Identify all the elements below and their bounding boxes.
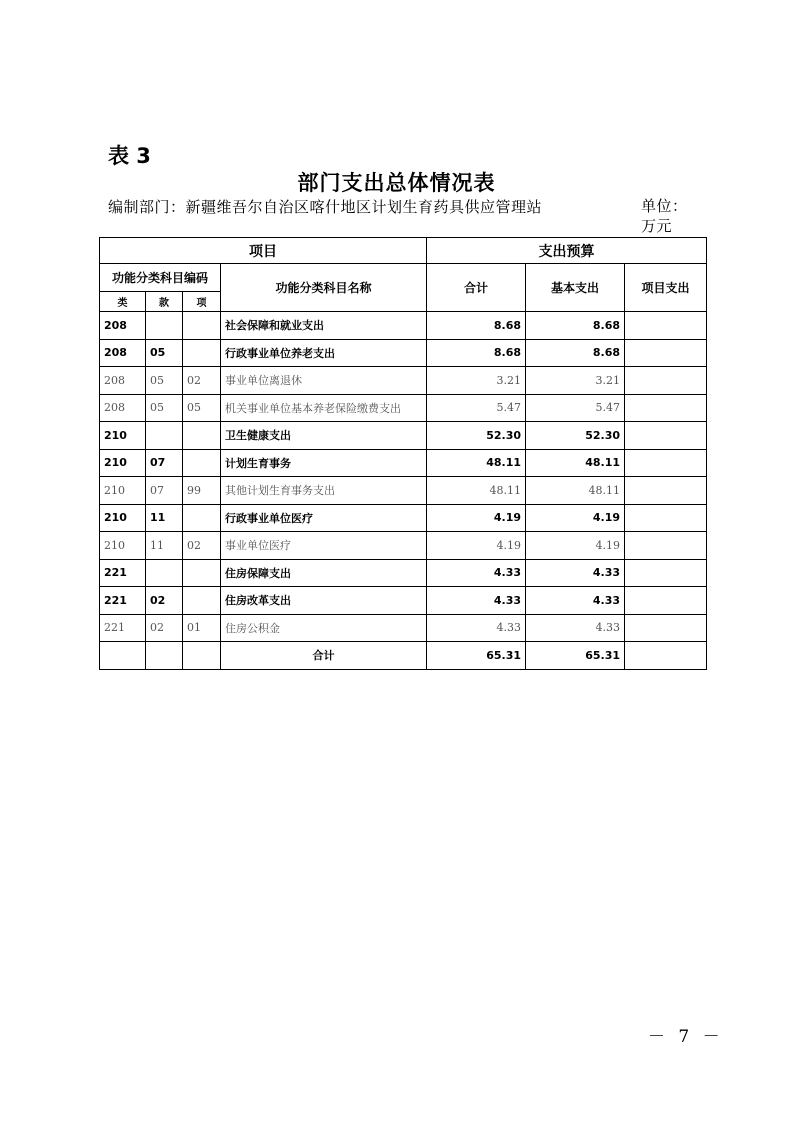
table-row <box>100 614 707 642</box>
cell-name: 计划生育事务 <box>221 449 427 477</box>
table-row <box>100 339 707 367</box>
cell-item <box>625 422 707 450</box>
table-row <box>100 587 707 615</box>
cell-total: 5.47 <box>427 394 526 422</box>
header-row-1 <box>100 238 707 264</box>
cell-name: 事业单位医疗 <box>221 532 427 560</box>
table-row <box>100 559 707 587</box>
cell-total: 4.19 <box>427 504 526 532</box>
cell-xiang: 02 <box>183 532 221 560</box>
cell-total: 52.30 <box>427 422 526 450</box>
cell-lei: 210 <box>100 504 146 532</box>
table-number-label: 表 3 <box>108 144 151 168</box>
cell-basic: 4.19 <box>526 532 625 560</box>
cell-empty <box>146 642 183 670</box>
cell-name: 行政事业单位医疗 <box>221 504 427 532</box>
cell-kuan <box>146 422 183 450</box>
cell-item <box>625 477 707 505</box>
cell-kuan: 05 <box>146 367 183 395</box>
cell-basic: 8.68 <box>526 339 625 367</box>
cell-kuan: 07 <box>146 449 183 477</box>
table-row <box>100 504 707 532</box>
cell-name: 卫生健康支出 <box>221 422 427 450</box>
cell-lei: 210 <box>100 449 146 477</box>
cell-total: 3.21 <box>427 367 526 395</box>
cell-kuan: 02 <box>146 614 183 642</box>
cell-basic: 48.11 <box>526 449 625 477</box>
cell-basic: 4.33 <box>526 559 625 587</box>
cell-name: 住房改革支出 <box>221 587 427 615</box>
cell-basic: 3.21 <box>526 367 625 395</box>
cell-lei: 208 <box>100 394 146 422</box>
total-label: 合计 <box>221 642 427 670</box>
cell-basic: 48.11 <box>526 477 625 505</box>
cell-xiang <box>183 449 221 477</box>
header-budget: 支出预算 <box>427 238 707 264</box>
expenditure-table <box>99 237 707 670</box>
cell-lei: 208 <box>100 367 146 395</box>
cell-lei: 221 <box>100 614 146 642</box>
cell-kuan <box>146 559 183 587</box>
cell-total: 8.68 <box>427 312 526 340</box>
cell-basic: 52.30 <box>526 422 625 450</box>
cell-item <box>625 504 707 532</box>
cell-xiang <box>183 339 221 367</box>
cell-name: 社会保障和就业支出 <box>221 312 427 340</box>
cell-xiang: 05 <box>183 394 221 422</box>
page-title: 部门支出总体情况表 <box>297 171 496 195</box>
cell-lei: 221 <box>100 559 146 587</box>
cell-item <box>625 394 707 422</box>
cell-total: 4.19 <box>427 532 526 560</box>
cell-total: 8.68 <box>427 339 526 367</box>
unit-label: 单位：万元 <box>641 197 688 235</box>
header-lei: 类 <box>100 292 146 312</box>
cell-basic: 8.68 <box>526 312 625 340</box>
total-basic: 65.31 <box>526 642 625 670</box>
cell-kuan: 11 <box>146 532 183 560</box>
cell-name: 其他计划生育事务支出 <box>221 477 427 505</box>
cell-basic: 4.19 <box>526 504 625 532</box>
cell-lei: 210 <box>100 477 146 505</box>
cell-empty <box>183 642 221 670</box>
cell-kuan: 11 <box>146 504 183 532</box>
header-kuan: 款 <box>146 292 183 312</box>
cell-total: 4.33 <box>427 559 526 587</box>
cell-name: 机关事业单位基本养老保险缴费支出 <box>221 394 427 422</box>
table-row <box>100 312 707 340</box>
cell-xiang <box>183 312 221 340</box>
cell-total: 4.33 <box>427 587 526 615</box>
cell-item <box>625 587 707 615</box>
cell-kuan: 05 <box>146 394 183 422</box>
header-project: 项目 <box>100 238 427 264</box>
cell-name: 行政事业单位养老支出 <box>221 339 427 367</box>
table-body <box>100 312 707 670</box>
cell-kuan: 07 <box>146 477 183 505</box>
header-func-name: 功能分类科目名称 <box>221 264 427 312</box>
cell-basic: 4.33 <box>526 614 625 642</box>
cell-item <box>625 532 707 560</box>
cell-item <box>625 559 707 587</box>
cell-xiang <box>183 559 221 587</box>
cell-lei: 210 <box>100 532 146 560</box>
cell-kuan <box>146 312 183 340</box>
table-row <box>100 367 707 395</box>
header-item: 项目支出 <box>625 264 707 312</box>
compiling-department: 编制部门：新疆维吾尔自治区喀什地区计划生育药具供应管理站 <box>108 198 543 216</box>
total-item <box>625 642 707 670</box>
cell-name: 住房公积金 <box>221 614 427 642</box>
cell-basic: 5.47 <box>526 394 625 422</box>
table-row <box>100 532 707 560</box>
header-basic: 基本支出 <box>526 264 625 312</box>
cell-total: 4.33 <box>427 614 526 642</box>
cell-item <box>625 367 707 395</box>
page-number: － 7 － <box>648 1027 724 1047</box>
cell-xiang: 02 <box>183 367 221 395</box>
cell-item <box>625 312 707 340</box>
cell-basic: 4.33 <box>526 587 625 615</box>
cell-item <box>625 339 707 367</box>
header-row-2 <box>100 264 707 292</box>
cell-empty <box>100 642 146 670</box>
cell-xiang: 99 <box>183 477 221 505</box>
cell-kuan: 02 <box>146 587 183 615</box>
cell-xiang <box>183 422 221 450</box>
header-func-code: 功能分类科目编码 <box>100 264 221 292</box>
cell-lei: 210 <box>100 422 146 450</box>
header-total: 合计 <box>427 264 526 312</box>
cell-xiang <box>183 504 221 532</box>
table-row <box>100 422 707 450</box>
total-row <box>100 642 707 670</box>
table-row <box>100 477 707 505</box>
cell-lei: 208 <box>100 312 146 340</box>
cell-name: 事业单位离退休 <box>221 367 427 395</box>
table-row <box>100 394 707 422</box>
cell-xiang: 01 <box>183 614 221 642</box>
total-total: 65.31 <box>427 642 526 670</box>
cell-total: 48.11 <box>427 477 526 505</box>
cell-name: 住房保障支出 <box>221 559 427 587</box>
cell-lei: 208 <box>100 339 146 367</box>
header-xiang: 项 <box>183 292 221 312</box>
cell-lei: 221 <box>100 587 146 615</box>
table-row <box>100 449 707 477</box>
cell-item <box>625 449 707 477</box>
cell-item <box>625 614 707 642</box>
cell-xiang <box>183 587 221 615</box>
cell-total: 48.11 <box>427 449 526 477</box>
cell-kuan: 05 <box>146 339 183 367</box>
